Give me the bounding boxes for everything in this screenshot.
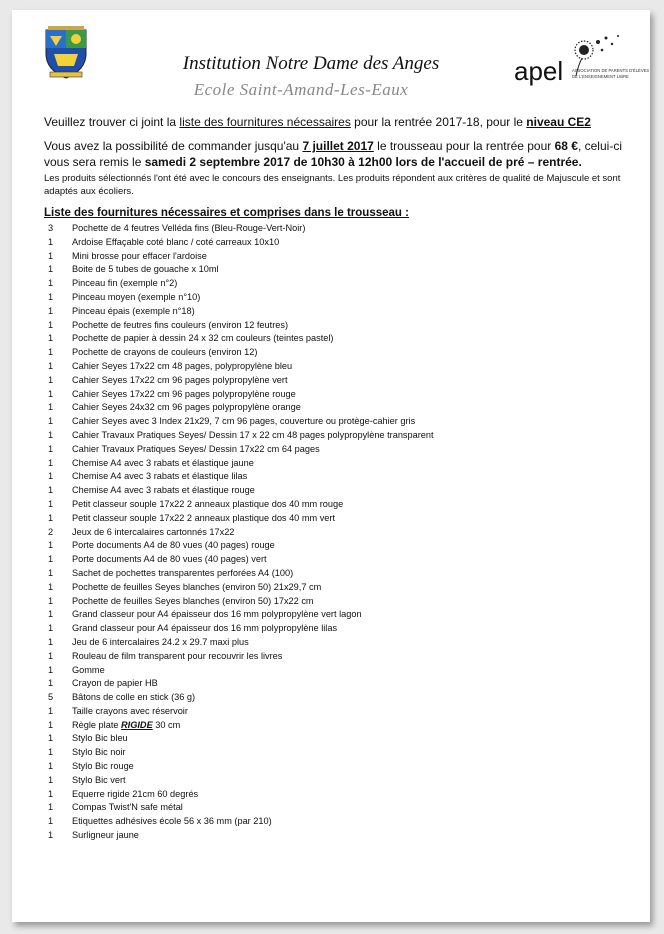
item-label: Stylo Bic rouge	[72, 761, 134, 772]
item-quantity: 1	[48, 347, 54, 358]
item-label: Gomme	[72, 664, 105, 675]
class-level: niveau CE2	[526, 115, 591, 129]
list-item	[48, 263, 618, 277]
list-item	[48, 595, 618, 609]
item-label: Sachet de pochettes transparentes perforées A4 (100)	[72, 567, 294, 578]
pickup-date: samedi 2 septembre 2017 de 10h30 à 12h00 lors de l'accueil de pré – rentrée.	[144, 155, 582, 169]
item-quantity: 1	[48, 733, 54, 744]
list-item	[48, 457, 618, 471]
item-quantity: 1	[48, 595, 54, 606]
item-quantity: 1	[48, 554, 54, 565]
list-item	[48, 705, 618, 719]
item-label: Pochette de crayons de couleurs (environ 12)	[72, 347, 258, 358]
item-label: Etiquettes adhésives école 56 x 36 mm (par 210)	[72, 816, 272, 827]
apel-subtitle: ASSOCIATION DE PARENTS D'ÉLÈVES DE L'ENSEIGNEMENT LIBRE	[572, 68, 650, 79]
list-item	[48, 401, 618, 415]
item-quantity: 1	[48, 250, 54, 261]
item-label: Chemise A4 avec 3 rabats et élastique jaune	[72, 457, 254, 468]
item-quantity: 1	[48, 402, 54, 413]
product-note: Les produits sélectionnés l'ont été avec le concours des enseignants. Les produits répondent aux critères de qualité de Majuscule et sont adaptés aux écoliers.	[44, 173, 621, 197]
item-label: Stylo Bic noir	[72, 747, 126, 758]
item-quantity: 5	[48, 692, 54, 703]
list-item	[48, 801, 618, 815]
intro-paragraph-2	[44, 138, 634, 170]
kit-price: 68 €	[554, 139, 578, 153]
item-label: Petit classeur souple 17x22 2 anneaux plastique dos 40 mm rouge	[72, 498, 344, 509]
item-label: Porte documents A4 de 80 vues (40 pages) vert	[72, 554, 267, 565]
item-label: Pinceau épais (exemple n°18)	[72, 305, 195, 316]
institution-name: Institution Notre Dame des Anges	[182, 53, 440, 74]
list-item	[48, 332, 618, 346]
list-item	[48, 553, 618, 567]
item-quantity: 1	[48, 512, 54, 523]
item-quantity: 1	[48, 498, 54, 509]
list-item	[48, 374, 618, 388]
item-quantity: 1	[48, 540, 54, 551]
item-quantity: 1	[48, 636, 54, 647]
item-label: Chemise A4 avec 3 rabats et élastique lilas	[72, 471, 248, 482]
item-label: Petit classeur souple 17x22 2 anneaux plastique dos 40 mm vert	[72, 512, 336, 523]
item-quantity: 1	[48, 264, 54, 275]
list-item	[48, 484, 618, 498]
item-label: Porte documents A4 de 80 vues (40 pages) rouge	[72, 540, 275, 551]
list-item	[48, 443, 618, 457]
item-label: Pochette de feuilles Seyes blanches (environ 50) 17x22 cm	[72, 595, 314, 606]
list-item	[48, 526, 618, 540]
item-label: Pinceau moyen (exemple n°10)	[72, 291, 201, 302]
item-label: Chemise A4 avec 3 rabats et élastique rouge	[72, 485, 255, 496]
list-item	[48, 636, 618, 650]
item-quantity: 1	[48, 761, 54, 772]
item-quantity: 1	[48, 291, 54, 302]
item-label: Cahier Seyes avec 3 Index 21x29, 7 cm 96 pages, couverture ou protège-cahier gris	[72, 416, 416, 427]
item-quantity: 1	[48, 747, 54, 758]
item-quantity: 1	[48, 471, 54, 482]
item-quantity: 1	[48, 333, 54, 344]
item-label: Compas Twist'N safe métal	[72, 802, 183, 813]
item-quantity: 1	[48, 443, 54, 454]
item-label: Boite de 5 tubes de gouache x 10ml	[72, 264, 219, 275]
item-quantity: 1	[48, 774, 54, 785]
list-item	[48, 360, 618, 374]
list-item	[48, 319, 618, 333]
item-quantity: 1	[48, 319, 54, 330]
item-quantity: 1	[48, 388, 54, 399]
item-quantity: 1	[48, 705, 54, 716]
list-item	[48, 815, 618, 829]
list-item	[48, 664, 618, 678]
list-item	[48, 277, 618, 291]
item-quantity: 2	[48, 526, 54, 537]
order-deadline: 7 juillet 2017	[302, 139, 374, 153]
item-quantity: 1	[48, 485, 54, 496]
item-label: Cahier Travaux Pratiques Seyes/ Dessin 17x22 cm 64 pages	[72, 443, 320, 454]
item-quantity: 1	[48, 678, 54, 689]
item-label: Pochette de papier à dessin 24 x 32 cm couleurs (teintes pastel)	[72, 333, 334, 344]
item-label: Rouleau de film transparent pour recouvrir les livres	[72, 650, 283, 661]
item-label: Grand classeur pour A4 épaisseur dos 16 mm polypropylène vert lagon	[72, 609, 362, 620]
item-quantity: 1	[48, 416, 54, 427]
item-quantity: 1	[48, 623, 54, 634]
item-label: Ardoise Effaçable coté blanc / coté carreaux 10x10	[72, 236, 280, 247]
item-label: Cahier Travaux Pratiques Seyes/ Dessin 17 x 22 cm 48 pages polypropylène transparent	[72, 429, 434, 440]
item-quantity: 1	[48, 305, 54, 316]
intro-text: pour la rentrée 2017-18, pour le	[350, 115, 527, 129]
list-item	[48, 512, 618, 526]
item-quantity: 1	[48, 719, 54, 730]
item-label: Cahier Seyes 17x22 cm 96 pages polypropylène vert	[72, 374, 288, 385]
item-label: Stylo Bic bleu	[72, 733, 128, 744]
item-label: Taille crayons avec réservoir	[72, 705, 188, 716]
list-item	[48, 250, 618, 264]
list-item	[48, 774, 618, 788]
item-quantity: 1	[48, 278, 54, 289]
item-label: Jeux de 6 intercalaires cartonnés 17x22	[72, 526, 235, 537]
intro-text: Vous avez la possibilité de commander jusqu'au	[44, 139, 303, 153]
list-item	[48, 732, 618, 746]
item-label: Surligneur jaune	[72, 830, 139, 841]
item-quantity: 1	[48, 236, 54, 247]
item-label: Bâtons de colle en stick (36 g)	[72, 692, 196, 703]
item-quantity: 1	[48, 802, 54, 813]
list-item	[48, 622, 618, 636]
apel-logo-text: apel	[514, 56, 564, 86]
list-item	[48, 650, 618, 664]
document-page	[12, 10, 650, 922]
list-item	[48, 567, 618, 581]
item-quantity: 1	[48, 457, 54, 468]
list-item	[48, 222, 618, 236]
school-name: Ecole Saint-Amand-Les-Eaux	[193, 80, 409, 99]
item-quantity: 1	[48, 650, 54, 661]
item-quantity: 1	[48, 830, 54, 841]
item-label: Règle plate	[72, 719, 122, 730]
item-quantity: 1	[48, 374, 54, 385]
item-quantity: 3	[48, 223, 54, 233]
list-item	[48, 719, 618, 733]
item-quantity: 1	[48, 609, 54, 620]
list-item	[48, 429, 618, 443]
list-item	[48, 291, 618, 305]
list-item	[48, 760, 618, 774]
item-label: Pochette de feuilles Seyes blanches (environ 50) 21x29,7 cm	[72, 581, 322, 592]
list-item	[48, 498, 618, 512]
intro-text: le trousseau pour la rentrée pour	[373, 139, 555, 153]
list-item	[48, 305, 618, 319]
item-label: Cahier Seyes 17x22 cm 48 pages, polypropylène bleu	[72, 360, 293, 371]
list-item	[48, 677, 618, 691]
item-label: Equerre rigide 21cm 60 degrés	[72, 788, 199, 799]
supplies-list	[48, 222, 618, 843]
list-title: Liste des fournitures nécessaires et comprises dans le trousseau :	[44, 207, 409, 219]
list-item	[48, 581, 618, 595]
item-label: Cahier Seyes 24x32 cm 96 pages polypropylène orange	[72, 402, 301, 413]
list-item	[48, 829, 618, 843]
list-item	[48, 415, 618, 429]
item-quantity: 1	[48, 788, 54, 799]
item-quantity: 1	[48, 581, 54, 592]
list-item	[48, 346, 618, 360]
item-label-tail: 30 cm	[152, 719, 181, 730]
intro-text: , celui-ci vous sera remis le	[44, 139, 622, 169]
item-quantity: 1	[48, 360, 54, 371]
list-item	[48, 388, 618, 402]
item-emphasis: RIGIDE	[121, 719, 153, 730]
intro-text: Veuillez trouver ci joint la	[44, 115, 180, 129]
item-label: Pochette de feutres fins couleurs (environ 12 feutres)	[72, 319, 289, 330]
list-item	[48, 746, 618, 760]
intro-paragraph-1	[44, 114, 634, 130]
list-item	[48, 539, 618, 553]
list-item	[48, 236, 618, 250]
list-item	[48, 691, 618, 705]
item-quantity: 1	[48, 816, 54, 827]
item-label: Mini brosse pour effacer l'ardoise	[72, 250, 207, 261]
item-quantity: 1	[48, 664, 54, 675]
item-label: Pochette de 4 feutres Velléda fins (Bleu-Rouge-Vert-Noir)	[72, 223, 306, 233]
item-label: Crayon de papier HB	[72, 678, 158, 689]
supplies-list-link: liste des fournitures nécessaires	[179, 115, 351, 129]
list-item	[48, 608, 618, 622]
item-label: Stylo Bic vert	[72, 774, 126, 785]
item-label: Grand classeur pour A4 épaisseur dos 16 mm polypropylène lilas	[72, 623, 338, 634]
item-label: Cahier Seyes 17x22 cm 96 pages polypropylène rouge	[72, 388, 296, 399]
item-label: Jeu de 6 intercalaires 24.2 x 29.7 maxi plus	[72, 636, 249, 647]
item-label: Pinceau fin (exemple n°2)	[72, 278, 178, 289]
item-quantity: 1	[48, 567, 54, 578]
item-quantity: 1	[48, 429, 54, 440]
list-item	[48, 788, 618, 802]
list-item	[48, 470, 618, 484]
